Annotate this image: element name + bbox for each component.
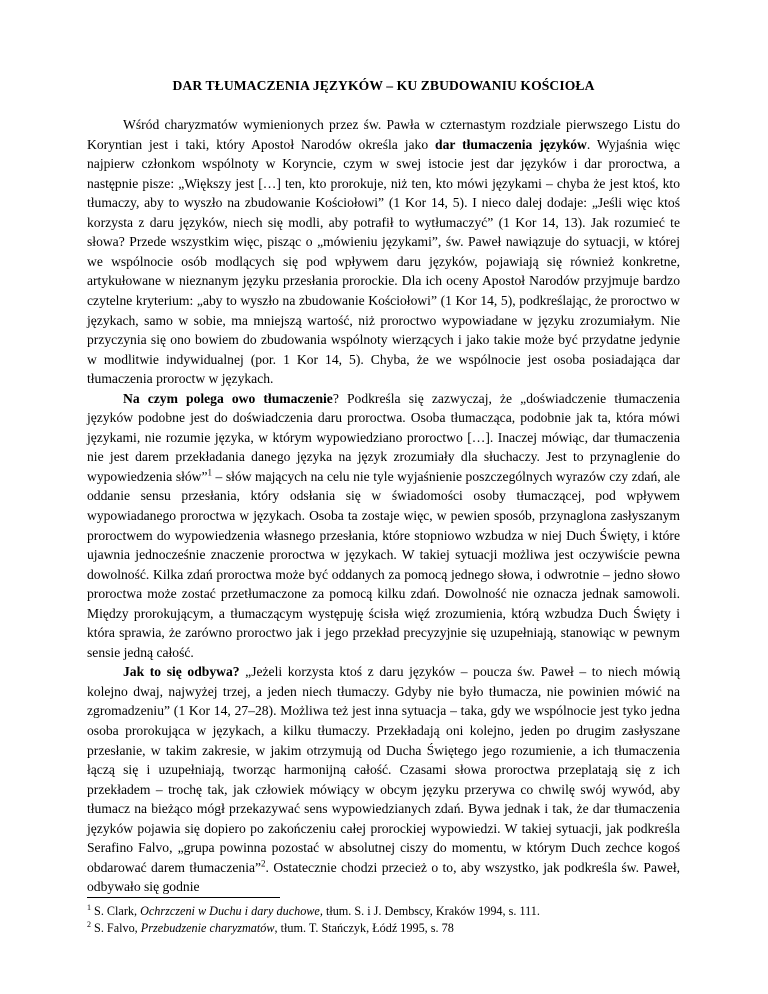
footnote-ref: 1 [207,467,213,478]
bold-phrase: Jak to się odbywa? [123,664,240,680]
footnote-separator [87,897,280,898]
footnote-number: 2 [87,919,91,929]
footnote-author: S. Falvo, [94,921,141,935]
text-run: . Wyjaśnia więc najpierw członkom wspólnoty w Koryncie, czym w swej istocie jest dar języków i dar proroctwa, a następnie pisze: „Większy jest […] ten, kto prorokuje, niż ten, kto mówi językami – chyba że jest ktoś, kto tłumaczy, aby to wyszło na zbudowanie Kościołowi” (1 Kor 14, 5). I nieco dalej dodaje: „Jeśli więc ktoś korzysta z daru języków, niech się modli, aby potrafił to wytłumaczyć” (1 Kor 14, 13). Jak rozumieć te słowa? Przede wszystkim więc, pisząc o „mówieniu językami”, św. Paweł nawiązuje do sytuacji, w której we wspólnocie osób modlących się pod wpływem daru języków, pojawiają się również konkretne, artykułowane w nieznanym języku przesłania prorockie. Dla ich oceny Apostoł Narodów przyjmuje bardzo czytelne kryterium: „aby to wyszło na zbudowanie Kościołowi” (1 Kor 14, 5), podkreślając, że proroctwo w językach, samo w sobie, ma mniejszą wartość, niż proroctwo wypowiadane w języku zrozumiałym. Nie przyczynia się ono bowiem do zbudowania wspólnoty wierzących i jako takie może być przydatne jedynie w modlitwie indywidualnej (por. 1 Kor 14, 5). Chyba, że we wspólnocie jest osoba posiadająca dar tłumaczenia proroctw w językach. [87,136,680,387]
paragraph [87,389,680,663]
footnote-ref: 2 [261,858,266,869]
footnote-work-title: Ochrzczeni w Duchu i dary duchowe, [140,904,323,918]
text-run: ? Podkreśla się zazwyczaj, że „doświadczenie tłumaczenia języków podobne jest do doświadczenia daru proroctwa. Osoba tłumacząca, podobnie jak ta, która mówi językami, nie rozumie języka, w którym wypowiedziano proroctwo […]. Inaczej mówiąc, dar tłumaczenia nie jest darem przekładania danego języka na język zrozumiały dla słuchaczy. Jest to przynaglenie do wypowiedzenia słów” [87,390,680,484]
text-run: – słów mających na celu nie tyle wyjaśnienie poszczególnych wyrazów czy zdań, ale oddanie sensu przesłania, który odsłania się w świadomości osoby tłumaczącej, pod wpływem wypowiadanego proroctwa w językach. Osoba ta zostaje więc, w pewien sposób, przynaglona zasłyszanym proroctwem do wypowiedzenia własnego przesłania, które stopniowo wzbudza w niej Duch Święty, i które ujawnia jednocześnie znaczenie proroctwa w językach. W takiej sytuacji możliwa jest oczywiście pewna dowolność. Kilka zdań proroctwa może być oddanych za pomocą jednego słowa, i odwrotnie – jedno słowo proroctwa może zostać przetłumaczone za pomocą kilku zdań. Dowolność nie oznacza jednak samowoli. Między prorokującym, a tłumaczącym występuję ścisła więź zrozumienia, którą wzbudza Duch Święty i która sprawia, że zarówno proroctwo jak i jego przekład precyzyjnie się uzupełniają, stanowiąc w pewnym sensie jedną całość. [87,468,680,660]
footnote-number: 1 [87,902,91,912]
text-run: . Ostatecznie chodzi przecież o to, aby wszystko, jak podkreśla św. Paweł, odbywało się godnie [87,859,681,895]
paragraph [87,115,680,389]
footnote-details: , tłum. T. Stańczyk, Łódź 1995, s. 78 [274,921,454,935]
footnote-details: tłum. S. i J. Dembscy, Kraków 1994, s. 111. [322,904,540,918]
document-page [87,76,680,897]
body-text [87,115,680,897]
footnote [87,920,680,937]
bold-phrase: dar tłumaczenia języków [435,136,587,152]
bold-phrase: Na czym polega owo tłumaczenie [123,390,333,406]
text-run: Wśród charyzmatów wymienionych przez św. Pawła w czternastym rozdziale pierwszego Listu do Koryntian jest i taki, który Apostoł Narodów określa jako [87,117,680,152]
footnote-work-title: Przebudzenie charyzmatów [140,921,275,935]
footnote-author: S. Clark, [94,904,141,918]
footnotes [87,903,680,937]
footnote [87,903,680,920]
text-run: „Jeżeli korzysta ktoś z daru języków – poucza św. Paweł – to niech mówią kolejno dwaj, najwyżej trzej, a jeden niech tłumaczy. Gdyby nie było tłumacza, nie powinien mówić na zgromadzeniu” (1 Kor 14, 27–28). Możliwa też jest inna sytuacja – taka, gdy we wspólnocie jest tyko jedna osoba prorokująca w językach, a kilku tłumaczy. Przekładają oni kolejno, jeden po drugim zasłyszane przesłanie, w takim zakresie, w jakim otrzymują od Ducha Świętego jego rozumienie, a ich tłumaczenia łączą się i uzupełniają, tworząc harmonijną całość. Czasami słowa proroctwa przeplatają się z ich przekładem – trochę tak, jak człowiek mówiący w obcym języku przerywa co chwilę swój wywód, aby tłumacz na bieżąco mógł przekazywać sens wypowiedzianych zdań. Bywa jednak i tak, że dar tłumaczenia języków pojawia się dopiero po zakończeniu całej prorockiej wypowiedzi. W takiej sytuacji, jak podkreśla Serafino Falvo, „grupa powinna pozostać w absolutnej ciszy do momentu, w którym Duch zechce kogoś obdarować darem tłumaczenia” [87,664,680,875]
document-title: DAR TŁUMACZENIA JĘZYKÓW – KU ZBUDOWANIU KOŚCIOŁA [172,78,595,93]
paragraph [87,662,680,897]
